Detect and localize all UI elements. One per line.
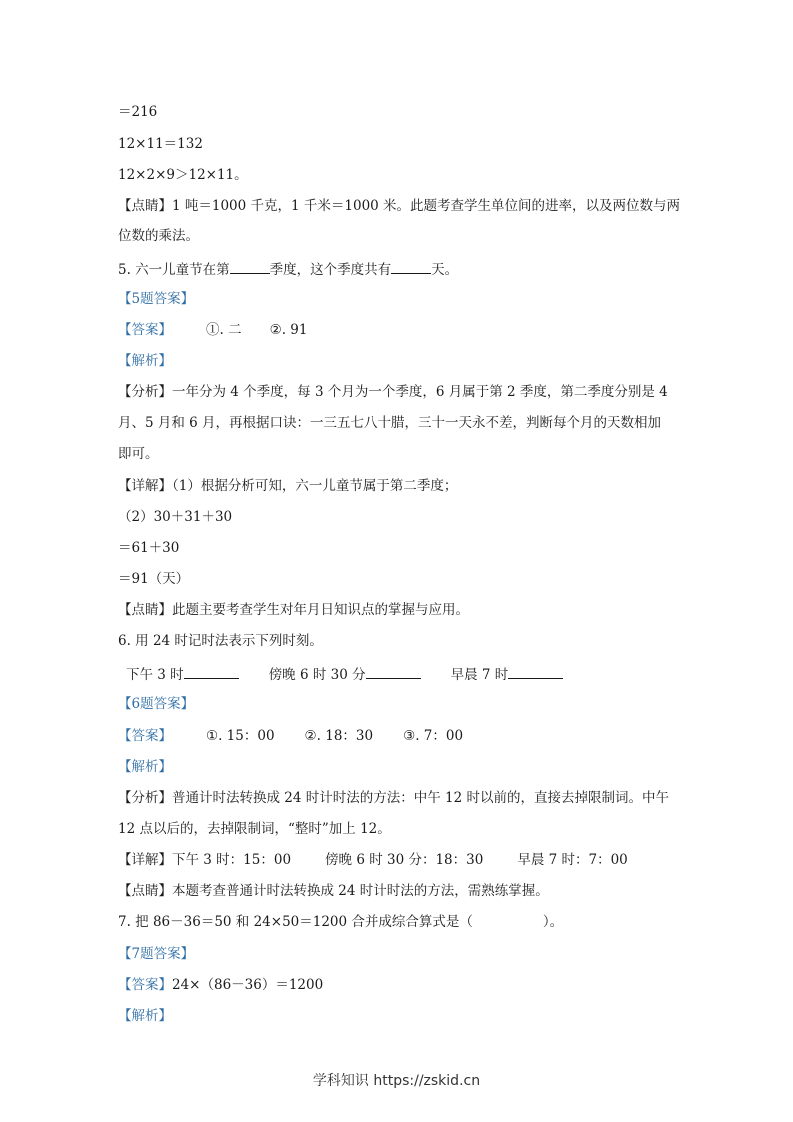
question-6-items	[126, 663, 563, 685]
fenxi-line-cont: 月、5 月和 6 月，再根据口诀：一三五七八十腊，三十一天永不差，判断每个月的天数相加	[118, 415, 662, 431]
answer-heading: 【5题答案】	[118, 291, 195, 307]
analysis-heading: 【解析】	[118, 353, 172, 369]
xiangjie-tag: 【详解】	[118, 478, 172, 494]
answer-line	[118, 320, 307, 340]
dianjing-text: 此题主要考查学生对年月日知识点的掌握与应用。	[172, 602, 469, 618]
footer-watermark: 学科知识 https://zskid.cn	[312, 1073, 481, 1089]
answer-tag: 【答案】	[118, 322, 172, 338]
calc-line: 12×11＝132	[118, 136, 203, 152]
answer-blank	[184, 663, 239, 679]
analysis-heading: 【解析】	[118, 1008, 172, 1024]
question-6: 6. 用 24 时记时法表示下列时刻。	[118, 633, 323, 649]
question-text: 5. 六一儿童节在第	[118, 262, 230, 278]
time-item: 傍晚 6 时 30 分	[268, 667, 366, 683]
time-item: 早晨 7 时	[450, 667, 509, 683]
xiangjie-text: 早晨 7 时：7：00	[517, 852, 628, 868]
answer-line	[118, 726, 463, 746]
xiangjie-line-cont: ＝91（天）	[118, 571, 190, 587]
answer-value: ①. 15：00	[206, 728, 275, 744]
fenxi-text: 普通计时法转换成 24 时计时法的方法：中午 12 时以前的，直接去掉限制词。中午	[172, 790, 670, 806]
dianjing-tag: 【点睛】	[118, 883, 172, 899]
answer-blank	[391, 258, 431, 274]
fenxi-tag: 【分析】	[118, 384, 172, 400]
analysis-heading: 【解析】	[118, 759, 172, 775]
fenxi-tag: 【分析】	[118, 790, 172, 806]
xiangjie-text: 下午 3 时：15：00	[172, 852, 292, 868]
xiangjie-line	[118, 476, 457, 496]
answer-tag: 【答案】	[118, 728, 172, 744]
answer-line	[118, 975, 323, 995]
dianjing-tag: 【点睛】	[118, 602, 172, 618]
answer-blank	[230, 258, 270, 274]
fenxi-line	[118, 788, 669, 808]
xiangjie-text: （1）根据分析可知，六一儿童节属于第二季度；	[172, 478, 458, 494]
xiangjie-line	[118, 850, 628, 870]
answer-heading: 【6题答案】	[118, 696, 195, 712]
xiangjie-line-cont: （2）30＋31＋30	[118, 509, 233, 525]
xiangjie-text: 傍晚 6 时 30 分：18：30	[325, 852, 484, 868]
dianjing-text: 本题考查普通计时法转换成 24 时计时法的方法，需熟练掌握。	[172, 883, 549, 899]
question-text: 季度，这个季度共有	[269, 262, 392, 278]
answer-value: ③. 7：00	[403, 728, 464, 744]
xiangjie-tag: 【详解】	[118, 852, 172, 868]
fenxi-line-cont: 12 点以后的，去掉限制词，“整时”加上 12。	[118, 821, 391, 837]
dianjing-line-cont: 位数的乘法。	[118, 228, 199, 244]
question-7	[118, 912, 563, 932]
dianjing-line	[118, 881, 549, 901]
answer-blank	[366, 663, 421, 679]
time-item: 下午 3 时	[126, 667, 184, 683]
question-text: 7. 把 86－36＝50 和 24×50＝1200 合并成综合算式是（	[118, 914, 473, 930]
dianjing-line	[118, 600, 469, 620]
calc-line: 12×2×9＞12×11。	[118, 167, 248, 183]
answer-tag: 【答案】	[118, 977, 172, 993]
question-text: ）。	[542, 914, 564, 930]
answer-value: ②. 91	[269, 322, 308, 338]
question-5	[118, 258, 458, 280]
answer-value: ①. 二	[206, 322, 242, 338]
answer-heading: 【7题答案】	[118, 946, 195, 962]
xiangjie-line-cont: ＝61＋30	[118, 540, 180, 556]
answer-value: ②. 18：30	[304, 728, 374, 744]
dianjing-tag: 【点睛】	[118, 198, 172, 214]
fenxi-text: 一年分为 4 个季度，每 3 个月为一个季度，6 月属于第 2 季度，第二季度分别是 4	[172, 384, 668, 400]
question-text: 天。	[431, 262, 459, 278]
answer-blank	[508, 663, 563, 679]
calc-line: ＝216	[118, 104, 158, 120]
dianjing-line	[118, 196, 680, 216]
fenxi-line	[118, 382, 668, 402]
answer-value: 24×（86－36）＝1200	[172, 977, 324, 993]
dianjing-text: 1 吨＝1000 千克，1 千米＝1000 米。此题考查学生单位间的进率，以及两位数与两	[172, 198, 681, 214]
fenxi-line-cont: 即可。	[118, 446, 159, 462]
